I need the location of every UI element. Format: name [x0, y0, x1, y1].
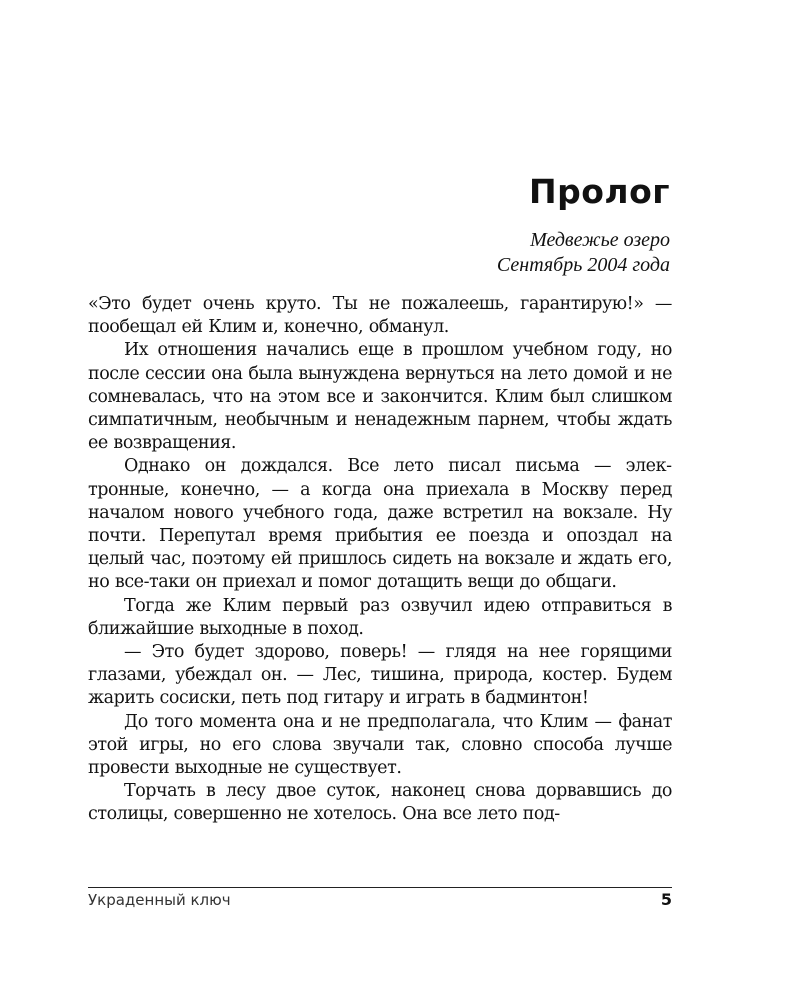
- paragraph-1: «Это будет очень круто. Ты не пожалеешь, гарантирую!» — пообещал ей Клим и, конечно, обманул.: [88, 294, 672, 338]
- chapter-date: Сентябрь 2004 года: [496, 254, 670, 276]
- paragraph-5: — Это будет здорово, поверь! — глядя на нее горящими глазами, убеждал он. — Лес, тишина, природа, костер. Будем жарить сосиски, петь под гитару и играть в бадминтон!: [88, 642, 672, 709]
- chapter-title: Пролог: [529, 172, 670, 211]
- paragraph-4: Тогда же Клим первый раз озвучил идею отправиться в ближайшие выходные в поход.: [88, 595, 672, 639]
- paragraph-3: Однако он дождался. Все лето писал письма — электронные, конечно, — а когда она приехала в Москву перед началом нового учебного года, даже встретил на вокзале. Ну почти. Перепутал время прибытия ее поезда и опоздал на целый час, поэтому ей пришлось сидеть на вокзале и ждать его, но все-таки он приехал и помог дотащить вещи до общаги.: [88, 456, 672, 593]
- paragraph-7: Торчать в лесу двое суток, наконец снова дорвавшись до столицы, совершенно не хотелось. Она все лето под-: [88, 781, 672, 825]
- paragraph-2: Их отношения начались еще в прошлом учебном году, но после сессии она была вынуждена вернуться на лето домой и не сомневалась, что на этом все и закончится. Клим был слишком симпатичным, необычным и ненадежным парнем, чтобы ждать ее возвращения.: [88, 340, 672, 454]
- chapter-epigraph: [497, 228, 670, 278]
- chapter-place: Медвежье озеро: [530, 229, 670, 251]
- paragraph-6: До того момента она и не предполагала, что Клим — фанат этой игры, но его слова звучали так, словно способа лучше провести выходные не существует.: [88, 711, 672, 779]
- body-text: [88, 293, 672, 827]
- footer-divider: [88, 887, 672, 888]
- footer-book-title: Украденный ключ: [88, 891, 231, 909]
- page-number: 5: [660, 890, 672, 909]
